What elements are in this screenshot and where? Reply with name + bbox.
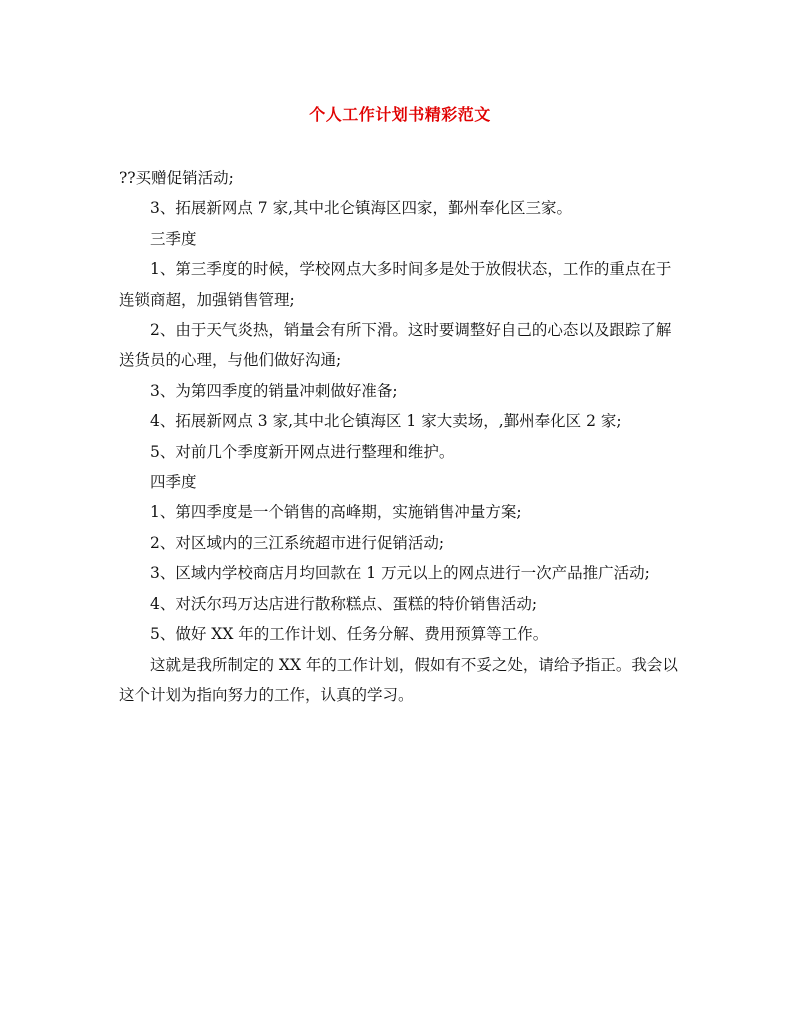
paragraph-3: 1、第三季度的时候，学校网点大多时间多是处于放假状态，工作的重点在于连锁商超，加强销售管理;: [119, 260, 672, 309]
paragraph-4: 2、由于天气炎热，销量会有所下滑。这时要调整好自己的心态以及跟踪了解送货员的心理，与他们做好沟通;: [119, 321, 672, 370]
section-heading-q3: 三季度: [150, 229, 197, 248]
paragraph-13: 5、做好 XX 年的工作计划、任务分解、费用预算等工作。: [150, 625, 549, 644]
paragraph-11: 3、区域内学校商店月均回款在 1 万元以上的网点进行一次产品推广活动;: [150, 564, 650, 583]
paragraph-5: 3、为第四季度的销量冲刺做好准备;: [150, 381, 398, 400]
paragraph-0: ??买赠促销活动;: [119, 169, 234, 187]
paragraph-14: 这就是我所制定的 XX 年的工作计划，假如有不妥之处，请给予指正。我会以这个计划为指向努力的工作，认真的学习。: [119, 655, 678, 704]
paragraph-9: 1、第四季度是一个销售的高峰期，实施销售冲量方案;: [150, 503, 522, 522]
document-body: [119, 163, 684, 710]
paragraph-12: 4、对沃尔玛万达店进行散称糕点、蛋糕的特价销售活动;: [150, 594, 538, 613]
document-title: 个人工作计划书精彩范文: [309, 105, 491, 124]
paragraph-7: 5、对前几个季度新开网点进行整理和维护。: [150, 442, 455, 461]
paragraph-1: 3、拓展新网点 7 家,其中北仑镇海区四家，鄞州奉化区三家。: [150, 199, 573, 218]
paragraph-6: 4、拓展新网点 3 家,其中北仑镇海区 1 家大卖场，,鄞州奉化区 2 家;: [150, 412, 622, 431]
section-heading-q4: 四季度: [150, 473, 197, 492]
paragraph-10: 2、对区域内的三江系统超市进行促销活动;: [150, 533, 445, 552]
